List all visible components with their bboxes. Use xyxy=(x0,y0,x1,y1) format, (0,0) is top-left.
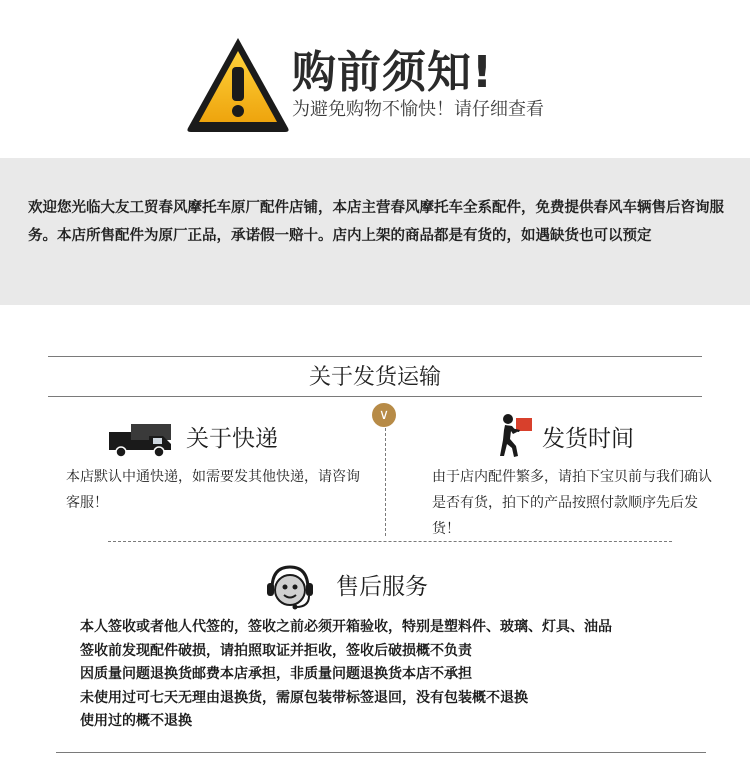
divider xyxy=(48,356,702,357)
list-item: 使用过的概不退换 xyxy=(80,713,192,729)
vertical-dashed-divider xyxy=(385,428,386,536)
list-item: 签收前发现配件破损，请拍照取证并拒收，签收后破损概不负责 xyxy=(80,642,472,659)
courier-heading: 关于快递 xyxy=(186,426,278,452)
truck-icon xyxy=(107,422,173,458)
customer-service-icon xyxy=(264,563,316,611)
list-item: 因质量问题退换货邮费本店承担，非质量问题退换货本店不承担 xyxy=(80,666,472,682)
page-subtitle: 为避免购物不愉快！请仔细查看 xyxy=(292,99,544,120)
list-item: 未使用过可七天无理由退换货，需原包装带标签退回，没有包装概不退换 xyxy=(80,689,528,706)
section-title-shipping: 关于发货运输 xyxy=(308,365,441,390)
after-sales-heading: 售后服务 xyxy=(336,574,428,600)
delivery-man-icon xyxy=(496,412,536,460)
divider xyxy=(56,752,706,753)
divider xyxy=(48,396,702,397)
page-title: 购前须知! xyxy=(292,47,494,98)
dashed-divider xyxy=(108,541,672,542)
chevron-down-icon: ∨ xyxy=(372,403,396,427)
dispatch-heading: 发货时间 xyxy=(542,426,634,452)
courier-body: 本店默认中通快递，如需要发其他快递，请咨询客服！ xyxy=(66,469,360,511)
header xyxy=(0,0,750,158)
intro-text: 欢迎您光临大友工贸春风摩托车原厂配件店铺，本店主营春风摩托车全系配件，免费提供春风车辆售后咨询服务。本店所售配件为原厂正品，承诺假一赔十。店内上架的商品都是有货的，如遇缺货也可以预定 xyxy=(28,200,724,244)
dispatch-body: 由于店内配件繁多，请拍下宝贝前与我们确认是否有货，拍下的产品按照付款顺序先后发货！ xyxy=(432,469,712,537)
list-item: 本人签收或者他人代签的，签收之前必须开箱验收，特别是塑料件、玻璃、灯具、油品 xyxy=(80,619,612,635)
intro-band xyxy=(0,158,750,305)
after-sales-list xyxy=(80,616,720,734)
warning-triangle-icon xyxy=(184,34,292,134)
